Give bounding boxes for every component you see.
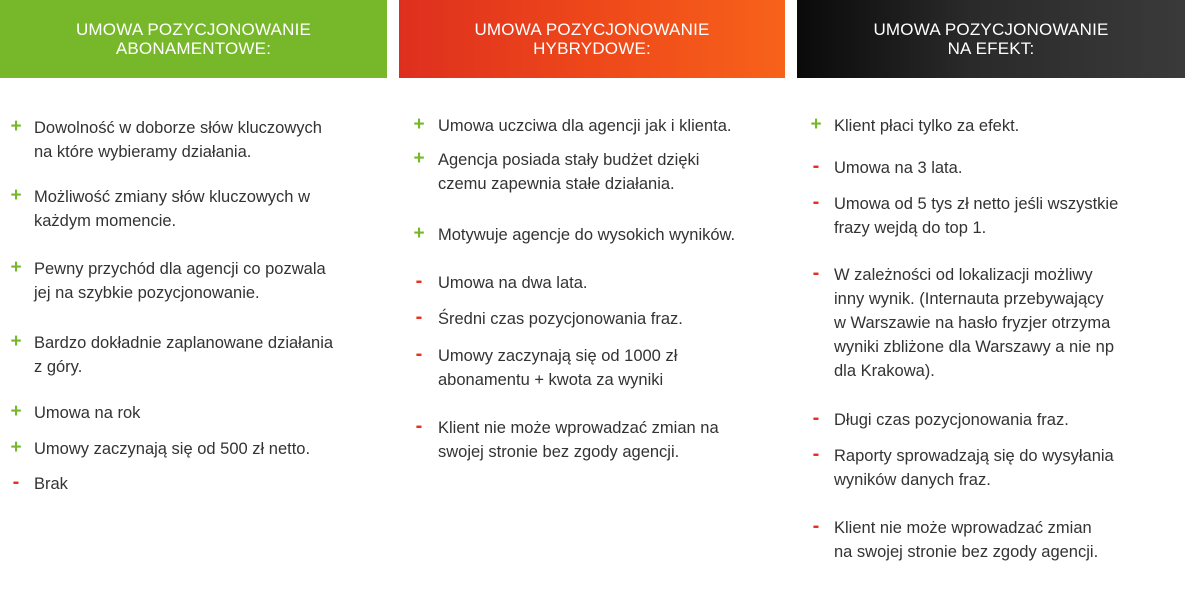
column-title-line: ABONAMENTOWE: — [115, 39, 272, 58]
plus-icon: + — [10, 401, 22, 422]
item-text-line: Długi czas pozycjonowania fraz. — [834, 411, 1069, 429]
item-text-line: Umowa na dwa lata. — [438, 274, 588, 292]
column-title-line: UMOWA POZYCJONOWANIE — [474, 20, 710, 39]
item-text-line: czemu zapewnia stałe działania. — [438, 175, 675, 193]
plus-icon: + — [413, 148, 425, 169]
item-text-line: swojej stronie bez zgody agencji. — [438, 443, 680, 461]
item-text-line: wyniki zbliżone dla Warszawy a nie np — [834, 338, 1115, 356]
item-text-line: Bardzo dokładnie zaplanowane działania — [34, 334, 334, 352]
plus-icon: + — [10, 116, 22, 137]
plus-icon: + — [810, 114, 822, 135]
minus-icon: - — [415, 270, 423, 292]
plus-icon: + — [10, 185, 22, 206]
column-header — [0, 0, 387, 78]
minus-icon: - — [415, 343, 423, 365]
column-hybrydowe — [399, 0, 785, 600]
item-text-line: Raporty sprowadzają się do wysyłania — [834, 447, 1114, 465]
minus-icon: - — [415, 306, 423, 328]
item-text-line: Umowa na rok — [34, 404, 141, 422]
item-text-line: Dowolność w doborze słów kluczowych — [34, 119, 322, 137]
minus-icon: - — [415, 415, 423, 437]
item-text-line: Motywuje agencje do wysokich wyników. — [438, 226, 736, 244]
item-text-line: abonamentu + kwota za wyniki — [438, 371, 664, 389]
plus-icon: + — [413, 223, 425, 244]
item-text-line: na swojej stronie bez zgody agencji. — [834, 543, 1099, 561]
plus-icon: + — [10, 437, 22, 458]
minus-icon: - — [812, 443, 820, 465]
item-text-line: jej na szybkie pozycjonowanie. — [34, 284, 260, 302]
item-text-line: na które wybieramy działania. — [34, 143, 252, 161]
plus-icon: + — [10, 257, 22, 278]
item-text-line: każdym momencie. — [34, 212, 177, 230]
item-text-line: Pewny przychód dla agencji co pozwala — [34, 260, 326, 278]
minus-icon: - — [812, 262, 820, 284]
plus-icon: + — [413, 114, 425, 135]
item-text-line: Umowa uczciwa dla agencji jak i klienta. — [438, 117, 732, 135]
item-text-line: inny wynik. (Internauta przebywający — [834, 290, 1104, 308]
column-title-line: NA EFEKT: — [947, 39, 1035, 58]
item-text-line: Klient nie może wprowadzać zmian — [834, 519, 1092, 537]
item-text-line: Umowa od 5 tys zł netto jeśli wszystkie — [834, 195, 1119, 213]
item-text-line: dla Krakowa). — [834, 362, 935, 380]
minus-icon: - — [812, 155, 820, 177]
item-text-line: frazy wejdą do top 1. — [834, 219, 987, 237]
column-header — [399, 0, 785, 78]
column-na-efekt — [797, 0, 1185, 600]
item-text-line: Średni czas pozycjonowania fraz. — [438, 310, 683, 328]
item-text-line: Umowa na 3 lata. — [834, 159, 963, 177]
plus-icon: + — [10, 331, 22, 352]
item-text-line: Klient nie może wprowadzać zmian na — [438, 419, 719, 437]
item-text-line: z góry. — [34, 358, 83, 376]
item-text-line: Umowy zaczynają się od 1000 zł — [438, 347, 678, 365]
item-text-line: wyników danych fraz. — [834, 471, 991, 489]
column-title-line: UMOWA POZYCJONOWANIE — [873, 20, 1109, 39]
minus-icon: - — [12, 471, 20, 493]
item-text-line: w Warszawie na hasło fryzjer otrzyma — [834, 314, 1111, 332]
item-text-line: Klient płaci tylko za efekt. — [834, 117, 1020, 135]
column-title-line: UMOWA POZYCJONOWANIE — [75, 20, 312, 39]
column-abonamentowe — [0, 0, 387, 600]
item-text-line: Agencja posiada stały budżet dzięki — [438, 151, 700, 169]
column-header — [797, 0, 1185, 78]
minus-icon: - — [812, 515, 820, 537]
column-title-line: HYBRYDOWE: — [533, 39, 651, 58]
item-text-line: Umowy zaczynają się od 500 zł netto. — [34, 440, 311, 458]
item-text-line: Brak — [34, 475, 68, 493]
item-text-line: Możliwość zmiany słów kluczowych w — [34, 188, 310, 206]
minus-icon: - — [812, 191, 820, 213]
item-text-line: W zależności od lokalizacji możliwy — [834, 266, 1093, 284]
minus-icon: - — [812, 407, 820, 429]
